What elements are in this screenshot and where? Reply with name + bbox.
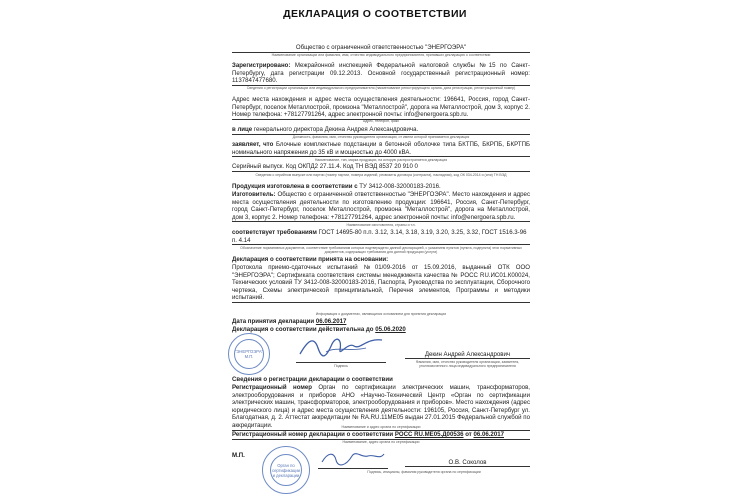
caption-reg-decl: Наименование, адрес органа по сертификации [342, 440, 420, 444]
basis-text: Протокола приемо-сдаточных испытаний №01/09-2016 от 15.09.2016, выданный ОТК ООО "ЭНЕРГОЭРА"; Сертификата соответствия системы менеджмента качества № РОСС RU.ИС01.К00024, Технических условий ТУ 3412-008-32000183-2016, Паспорта, Руководства по эксплуатации, Сборочного чертежа, Схемы электрической принципиальной, Перечня элементов, Программы и методики испытаний. [232, 264, 530, 302]
caption-cert-signer: Подпись, инициалы, фамилия руководителя органа по сертификации [367, 470, 481, 474]
reg-body-text: Орган по сертификации электрических машин, трансформаторов, электрооборудования и приборов АНО «Научно-Технический Центр «Орган по сертификации электрических машин, трансформаторов, электрооборудования и приборов». Место нахождения (адрес юридического лица) и адрес места осуществления деятельности: 196105, Россия, Санкт-Петербург ул. Благодатная, д. 2. Аттестат аккредитации № RA.RU.11МЕ05 выдан 27.01.2015 Федеральной службой по аккредитации. [232, 384, 531, 429]
reg-decl-number: РОСС RU.МЕ05.Д00536 [394, 431, 464, 438]
reg-info-title: Сведения о регистрации декларации о соответствии [232, 376, 393, 383]
caption-body: Наименование и адрес органа по сертификации [341, 425, 421, 429]
caption-basis: Информация о документах, являющихся основанием для принятия декларации [315, 312, 447, 316]
reg-decl-line [232, 431, 530, 440]
valid-date: 05.06.2020 [375, 326, 406, 333]
signer-name: Декин Андрей Александрович [405, 351, 530, 359]
signature-caption: Подпись [334, 364, 348, 368]
valid-label: Декларация о соответствии действительна до [232, 326, 374, 333]
certification-seal-inner [270, 454, 302, 486]
document-title: ДЕКЛАРАЦИЯ О СООТВЕТСТВИИ [283, 8, 467, 20]
caption-product: Наименование, тип, марка продукции, на которую распространяется декларация [314, 158, 448, 162]
declares-label: заявляет, что [232, 141, 274, 148]
person-label: в лице [232, 126, 253, 133]
declares-text: Блочные комплектные подстанции в бетонной оболочке типа БКТПБ, БКРПБ, БКРТПБ номинального напряжения до 35 кВ и мощностью до 4000 кВА. [232, 141, 531, 156]
certification-seal-stamp [262, 446, 310, 494]
manufacturer-text: Общество с ограниченной ответственностью "ЭНЕРГОЭРА". Место нахождения и адрес места осуществления деятельности по изготовлению продукции: 196641, Россия, Санкт-Петербург, город Санкт-Петербург, поселок Металлострой, промзона "Металлострой", дорога на Металлострой, дом 3, корпус 2. Номер телефона: +78127791264, адрес электронной почты: info@energoera.spb.ru. [232, 191, 530, 221]
registered-label: Зарегистрировано: [232, 62, 291, 69]
caption-address: Адрес, телефон, факс [362, 119, 400, 123]
person-text: генерального директора Декина Андрея Александровича. [252, 126, 419, 133]
caption-manufacturer: Наименование изготовителя, страны и т.п. [346, 223, 416, 227]
manufacturer-paragraph [232, 191, 530, 222]
caption-serial: Сведения о серийном выпуске или партии (номер партии, номера изделий, реквизиты договора (контракта), накладная), код ОК 034-2014 и (или) ТН ВЭД [255, 173, 507, 177]
company-seal-stamp [228, 333, 270, 375]
conforms-label: соответствует требованиям [232, 229, 317, 236]
seal-mp-text: М.П. [244, 354, 254, 359]
registered-text: Межрайонной инспекцией Федеральной налоговой службы №15 по Санкт-Петербургу, дата регистрации 09.12.2013. Основной государственный регистрационный номер: 1137847477680. [232, 62, 530, 85]
person-paragraph [232, 126, 530, 135]
reg-body-paragraph [232, 384, 530, 431]
caption-signer: Фамилия, имя, отчество руководителя организации, заявителя, уполномоченного лица индивидуального предпринимателя [415, 360, 520, 368]
company-seal-inner [234, 339, 264, 369]
manufactured-paragraph [232, 183, 530, 191]
accepted-date: 06.06.2017 [315, 318, 347, 325]
caption-conforms: Обозначение нормативных документов, соответствие требованиям которых подтверждено данной декларацией, с указанием пунктов (пункта, подпункта) этих нормативных документов, содержащих требования для данной продукции (услуги) [240, 246, 522, 254]
registration-paragraph [232, 62, 530, 86]
basis-label: Декларация о соответствии принята на основании: [232, 256, 389, 263]
cert-signer-name: О.В. Соколов [405, 459, 530, 467]
cert-signature [318, 448, 388, 468]
caption-registration: Сведения о регистрации организации или индивидуального предпринимателя (наименование регистрирующего органа, дата регистрации, регистрационный номер) [246, 86, 516, 90]
applicant-name: Общество с ограниченной ответственностью "ЭНЕРГОЭРА" [232, 44, 530, 53]
director-signature [296, 332, 386, 362]
cert-signature-line [318, 468, 388, 469]
manufacturer-label: Изготовитель: [232, 191, 276, 198]
serial-line: Серийный выпуск. Код ОКПД2 27.11.4. Код ТН ВЭД 8537 20 910 0 [232, 163, 530, 172]
cert-mp-label: М.П. [232, 452, 245, 459]
address-paragraph: Адрес места нахождения и адрес места осуществления деятельности: 196641, Россия, город Санкт-Петербург, поселок Металлострой, промзона "Металлострой", дорога на Металлострой, дом 3, корпус 2. Номер телефона: +78127791264, адрес электронной почты: info@energoera.spb.ru. [232, 96, 530, 119]
seal-company-text: "ЭНЕРГОЭРА" [234, 349, 264, 354]
conforms-text: ГОСТ 14695-80 п.п. 3.12, 3.14, 3.18, 3.19, 3.20, 3.25, 3.32, ГОСТ 1516.3-96 п. 4.14 [232, 229, 527, 244]
caption-applicant: Наименование организации или фамилия, имя, отчество индивидуального предпринимателя, принявших декларацию о соответствии [271, 53, 491, 57]
manufactured-label: Продукция изготовлена в соответствии с [232, 183, 358, 190]
reg-decl-date: 06.06.2017 [473, 431, 504, 438]
reg-decl-label: Регистрационный номер декларации о соответствии [232, 431, 394, 438]
manufactured-text: ТУ 3412-008-32000183-2016. [357, 183, 441, 190]
caption-person: Должность, фамилия, имя, отчество руководителя организации, от имени которой принимается декларация [292, 135, 470, 139]
accepted-date-line [232, 318, 530, 326]
conforms-paragraph [232, 229, 530, 245]
accepted-label: Дата принятия декларации [232, 318, 315, 325]
reg-number-label: Регистрационный номер [232, 384, 312, 391]
reg-decl-from: от [465, 431, 472, 438]
declares-paragraph [232, 141, 530, 157]
signature-line [296, 362, 386, 363]
seal2-text: Орган по сертификации и декларации [271, 462, 301, 478]
